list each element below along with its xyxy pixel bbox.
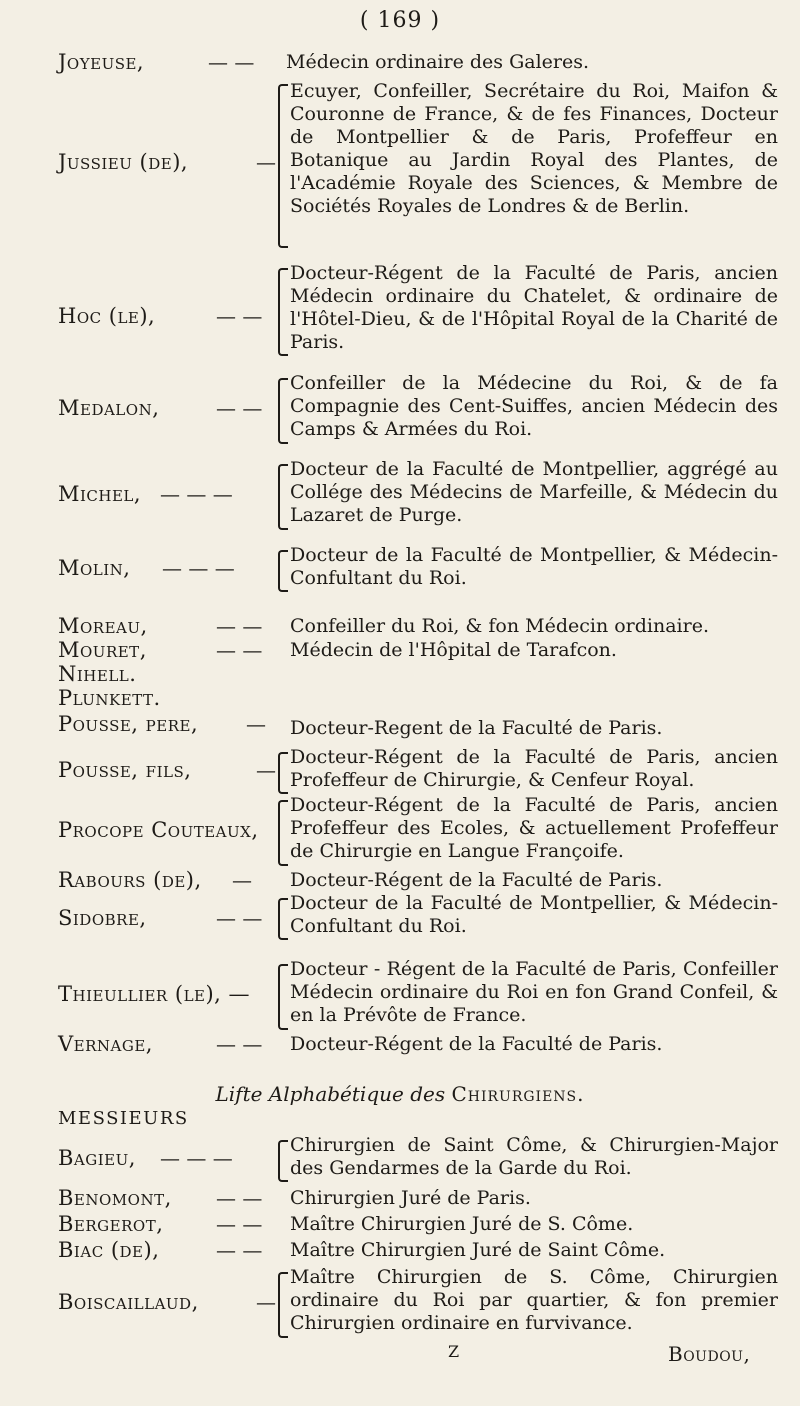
entry-description: Docteur de la Faculté de Montpellier, & Médecin-Confultant du Roi. (290, 892, 778, 937)
entry-name: Pousse, fils, (58, 758, 192, 782)
entry-description: Chirurgien Juré de Paris. (290, 1187, 531, 1209)
entry-dash: — — (216, 614, 263, 638)
entry-name: Procope Couteaux, (58, 818, 259, 842)
entry-description: Confeiller de la Médecine du Roi, & de fa Compagnie des Cent-Suiffes, ancien Médecin des Camps & Armées du Roi. (290, 372, 778, 440)
section-heading-italic: Lifte Alphabétique des (215, 1082, 446, 1106)
brace (278, 268, 288, 356)
entry-name: Bagieu, (58, 1146, 136, 1170)
entry-dash: — — (216, 1032, 263, 1056)
entry-name: Medalon, (58, 396, 160, 420)
entry-dash: — (246, 712, 266, 736)
entry-dash: — — (216, 906, 263, 930)
entry-name: Benomont, (58, 1186, 172, 1210)
entry-description: Médecin ordinaire des Galeres. (286, 51, 590, 73)
entry-name: Molin, (58, 556, 131, 580)
entry-description: Docteur-Régent de la Faculté de Paris, ancien Médecin ordinaire du Chatelet, & ordinaire de l'Hôtel-Dieu, & de l'Hôpital Royal de la Charité de Paris. (290, 262, 778, 353)
page-number: ( 169 ) (359, 8, 441, 33)
entry-name: Vernage, (58, 1032, 153, 1056)
entry-description: Docteur-Régent de la Faculté de Paris, ancien Profeffeur des Ecoles, & actuellement Profeffeur de Chirurgie en Langue Françoife. (290, 794, 778, 862)
entry-name: Pousse, pere, (58, 712, 199, 736)
entry-description: Docteur-Régent de la Faculté de Paris. (290, 869, 663, 891)
entry-name: Rabours (de), (58, 868, 202, 892)
catchword: Boudou, (668, 1342, 751, 1366)
entry-name: Bergerot, (58, 1212, 164, 1236)
entry-description: Maître Chirurgien de S. Côme, Chirurgien ordinaire du Roi par quartier, & fon premier Chirurgien ordinaire en furvivance. (290, 1266, 778, 1334)
brace (278, 800, 288, 866)
brace (278, 752, 288, 794)
signature-mark: Z (448, 1342, 460, 1361)
entry-description: Confeiller du Roi, & fon Médecin ordinaire. (290, 615, 709, 637)
entry-dash: — (256, 150, 276, 174)
brace (278, 1140, 288, 1182)
entry-dash: — — (216, 638, 263, 662)
entry-name: Joyeuse, (58, 50, 145, 74)
entry-dash: — (256, 758, 276, 782)
section-heading-smallcaps: Chirurgiens. (451, 1082, 585, 1106)
entry-description: Ecuyer, Confeiller, Secrétaire du Roi, Maifon & Couronne de France, & de fes Finances, Docteur de Montpellier & de Paris, Profeffeur en Botanique au Jardin Royal des Plantes, de l'Académie Royale des Sciences, & Membre de Sociétés Royales de Londres & de Berlin. (290, 80, 778, 217)
brace (278, 964, 288, 1030)
brace (278, 898, 288, 940)
entry-name: Biac (de), (58, 1238, 160, 1262)
entry-dash: — — (216, 1212, 263, 1236)
messieurs-label: MESSIEURS (58, 1108, 189, 1129)
entry-name: Jussieu (de), (58, 150, 189, 174)
entry-dash: — — (216, 1238, 263, 1262)
entry-name: Moreau, (58, 614, 148, 638)
entry-dash: — — (208, 50, 255, 74)
brace (278, 1272, 288, 1338)
brace (278, 464, 288, 530)
entry-description: Docteur-Régent de la Faculté de Paris. (290, 1033, 663, 1055)
entry-dash: — — (216, 1186, 263, 1210)
entry-dash: — — (216, 396, 263, 420)
entry-name: Sidobre, (58, 906, 147, 930)
entry-description: Maître Chirurgien Juré de Saint Côme. (290, 1239, 666, 1261)
brace (278, 378, 288, 444)
entry-dash: — — — (162, 556, 235, 580)
entry-description: Chirurgien de Saint Côme, & Chirurgien-Major des Gendarmes de la Garde du Roi. (290, 1134, 778, 1179)
entry-name: Michel, (58, 482, 142, 506)
entry-description: Maître Chirurgien Juré de S. Côme. (290, 1213, 634, 1235)
entry-name: Boiscaillaud, (58, 1290, 199, 1314)
brace (278, 550, 288, 592)
entry-name: Plunkett. (58, 686, 161, 710)
entry-description: Docteur de la Faculté de Montpellier, & Médecin-Confultant du Roi. (290, 544, 778, 589)
brace (278, 84, 288, 248)
entry-description: Docteur-Regent de la Faculté de Paris. (290, 717, 663, 739)
entry-dash: — — (216, 304, 263, 328)
entry-dash: — (232, 868, 252, 892)
section-heading (0, 1082, 800, 1106)
entry-description: Médecin de l'Hôpital de Tarafcon. (290, 639, 617, 661)
entry-dash: — — — (160, 482, 233, 506)
entry-name: Hoc (le), (58, 304, 156, 328)
entry-description: Docteur de la Faculté de Montpellier, aggrégé au Collége des Médecins de Marfeille, & Médecin du Lazaret de Purge. (290, 458, 778, 526)
entry-dash: — (256, 1290, 276, 1314)
entry-description: Docteur - Régent de la Faculté de Paris, Confeiller Médecin ordinaire du Roi en fon Grand Confeil, & en la Prévôte de France. (290, 958, 778, 1026)
entry-dash: — — — (160, 1146, 233, 1170)
entry-name: Nihell. (58, 662, 137, 686)
entry-name: Mouret, (58, 638, 147, 662)
entry-name: Thieullier (le), — (58, 982, 251, 1006)
entry-description: Docteur-Régent de la Faculté de Paris, ancien Profeffeur de Chirurgie, & Cenfeur Royal. (290, 746, 778, 791)
